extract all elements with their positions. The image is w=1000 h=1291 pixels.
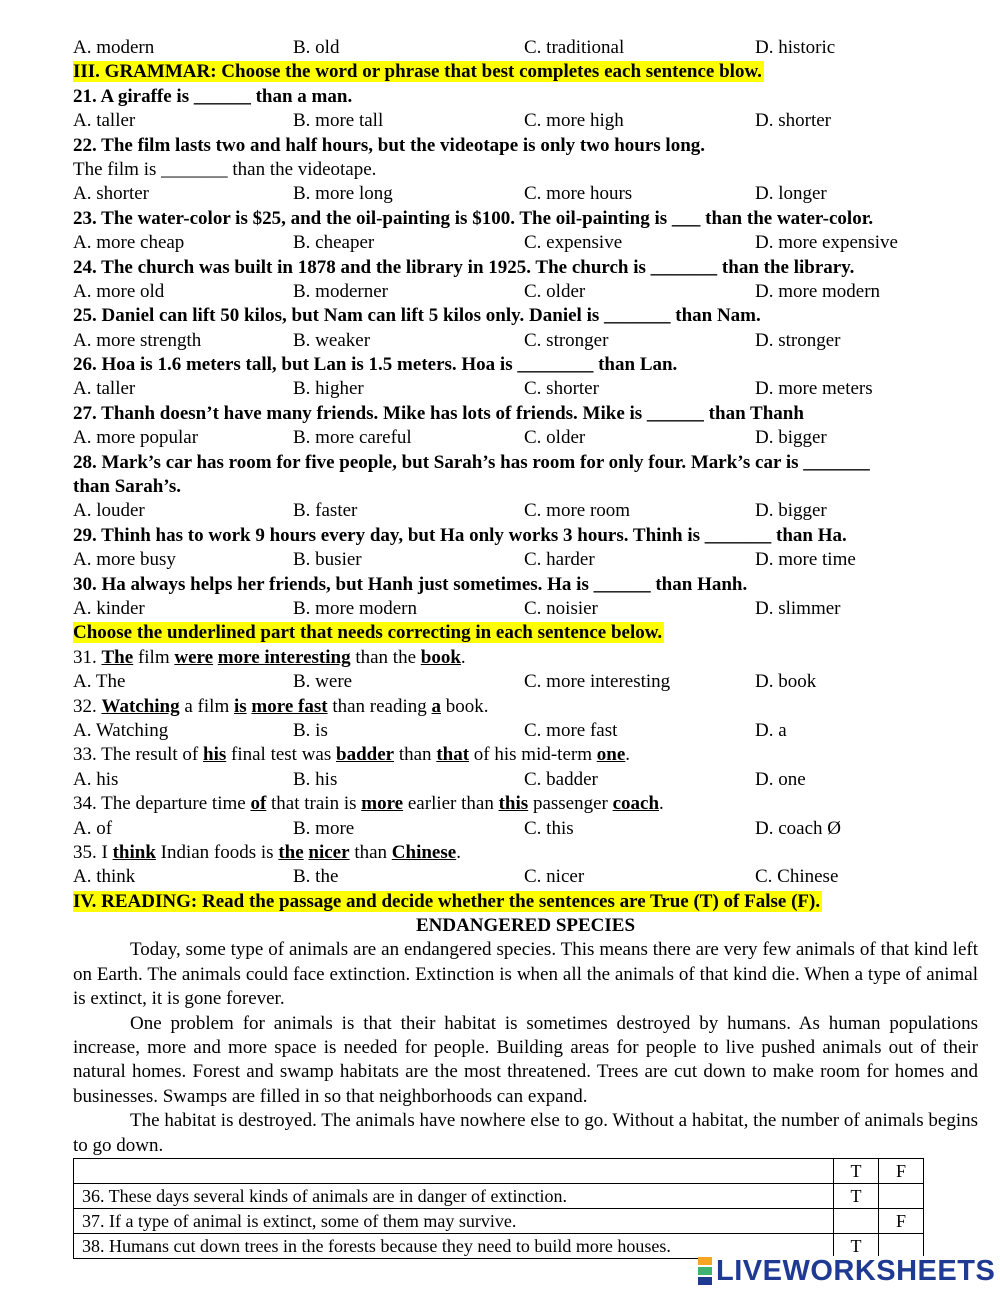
answer-options: [73, 597, 978, 621]
correction-sentence: [73, 792, 978, 816]
option-b[interactable]: B. is: [293, 719, 328, 741]
table-row: [74, 1209, 924, 1234]
answer-options: [73, 109, 978, 133]
passage-title: ENDANGERED SPECIES: [415, 915, 636, 937]
option-a[interactable]: A. louder: [73, 500, 145, 522]
question-text: 26. Hoa is 1.6 meters tall, but Lan is 1.5 meters. Hoa is ________ than Lan.: [73, 354, 678, 376]
sentence-text: passenger: [528, 793, 613, 815]
statement-36: 36. These days several kinds of animals are in danger of extinction.: [74, 1184, 834, 1209]
underlined-part[interactable]: more fast: [251, 695, 328, 717]
option-c[interactable]: C. more hours: [524, 183, 633, 205]
grammar-questions: [73, 85, 978, 622]
true-false-table: [73, 1158, 924, 1259]
option-d[interactable]: D. more meters: [755, 378, 873, 400]
sentence-text: 35. I: [73, 841, 113, 863]
option-b[interactable]: B. were: [293, 671, 353, 693]
option-a[interactable]: A. kinder: [73, 597, 145, 619]
option-b[interactable]: B. the: [293, 866, 339, 888]
statement-38: 38. Humans cut down trees in the forests because they need to build more houses.: [74, 1234, 834, 1259]
option-c[interactable]: C. noisier: [524, 597, 598, 619]
option-d[interactable]: D. more expensive: [755, 232, 898, 254]
option-a[interactable]: A. more cheap: [73, 232, 185, 254]
option-b[interactable]: B. more: [293, 817, 355, 839]
option-d[interactable]: D. bigger: [755, 427, 827, 449]
option-b[interactable]: B. busier: [293, 549, 362, 571]
answer-options: [73, 548, 978, 572]
underlined-part[interactable]: book: [420, 646, 461, 668]
question-text: 22. The film lasts two and half hours, but the videotape is only two hours long.: [73, 134, 706, 156]
option-d[interactable]: D. slimmer: [755, 597, 841, 619]
option-d[interactable]: D. shorter: [755, 110, 831, 132]
paragraph-3: The habitat is destroyed. The animals have nowhere else to go. Without a habitat, the number of animals begins to go down.: [73, 1110, 978, 1156]
worksheet-page: [73, 36, 978, 1259]
sentence-text: final test was: [226, 744, 337, 766]
underlined-part[interactable]: The: [101, 646, 134, 668]
option-a[interactable]: A. of: [73, 817, 113, 839]
sentence-text: earlier than: [403, 793, 499, 815]
sentence-text: of his mid-term: [469, 744, 597, 766]
option-a[interactable]: A. shorter: [73, 183, 149, 205]
statement-37: 37. If a type of animal is extinct, some of them may survive.: [74, 1209, 834, 1234]
question-text: 29. Thinh has to work 9 hours every day, but Ha only works 3 hours. Thinh is _______ than Ha.: [73, 524, 847, 546]
option-c[interactable]: C. this: [524, 817, 574, 839]
table-row: [74, 1184, 924, 1209]
question-text: 30. Ha always helps her friends, but Hanh just sometimes. Ha is ______ than Hanh.: [73, 573, 748, 595]
option-c[interactable]: C. more fast: [524, 719, 618, 741]
option-a[interactable]: A. more old: [73, 280, 165, 302]
underlined-part[interactable]: a: [431, 695, 442, 717]
option-a: A. modern: [73, 37, 155, 58]
table-header-row: [74, 1159, 924, 1184]
sentence-text: 34. The departure time: [73, 793, 251, 815]
header-statement: [74, 1159, 834, 1184]
answer-options: [73, 865, 978, 889]
option-b[interactable]: B. cheaper: [293, 232, 375, 254]
answer-options: [73, 231, 978, 255]
underlined-part[interactable]: think: [112, 841, 156, 863]
correction-sentence: [73, 695, 978, 719]
correction-heading: Choose the underlined part that needs correcting in each sentence below.: [73, 622, 663, 644]
sentence-text: than: [349, 841, 392, 863]
reading-heading: IV. READING: Read the passage and decide whether the sentences are True (T) of False (F).: [73, 890, 821, 912]
option-d[interactable]: D. more modern: [755, 280, 881, 302]
option-d[interactable]: D. stronger: [755, 329, 841, 351]
sentence-text: 33. The result of: [73, 744, 203, 766]
grammar-heading: III. GRAMMAR: Choose the word or phrase that best completes each sentence blow.: [73, 61, 762, 83]
option-c[interactable]: C. expensive: [524, 232, 623, 254]
liveworksheets-logo: [698, 1256, 995, 1286]
option-a[interactable]: A. think: [73, 866, 136, 888]
logo-text: LIVEWORKSHEETS: [716, 1254, 996, 1287]
sentence-text: book.: [441, 695, 489, 717]
option-a[interactable]: A. his: [73, 768, 119, 790]
option-c[interactable]: C. older: [524, 280, 586, 302]
underlined-part[interactable]: that: [436, 744, 470, 766]
question-text: 24. The church was built in 1878 and the library in 1925. The church is _______ than the library.: [73, 256, 855, 278]
option-d[interactable]: D. coach Ø: [755, 817, 841, 839]
option-b: B. old: [293, 37, 340, 58]
answer-options: [73, 670, 978, 694]
underlined-part[interactable]: is: [233, 695, 247, 717]
sentence-text: than reading: [327, 695, 432, 717]
sentence-text: that train is: [266, 793, 362, 815]
answer-options: [73, 817, 978, 841]
sentence-text: Indian foods is: [155, 841, 279, 863]
question-text: 25. Daniel can lift 50 kilos, but Nam can lift 5 kilos only. Daniel is _______ than Nam.: [73, 305, 761, 327]
option-c[interactable]: C. harder: [524, 549, 595, 571]
sentence-text: .: [460, 646, 466, 668]
paragraph-2: One problem for animals is that their habitat is sometimes destroyed by humans. As human populations increase, more and more space is needed for people. Building areas for people to live pushed animals out of their natural homes. Forest and swamp habitats are the most threatened. Trees are cut down to make room for homes and businesses. Swamps are filled in so that neighborhoods can expand.: [73, 1012, 978, 1107]
answer-options: [73, 377, 978, 401]
sentence-text: .: [456, 841, 461, 863]
underlined-part[interactable]: more interesting: [217, 646, 351, 668]
underlined-part[interactable]: his: [203, 744, 227, 766]
option-c[interactable]: C. more room: [524, 500, 631, 522]
sentence-text: than the: [350, 646, 421, 668]
underlined-part[interactable]: Chinese: [391, 841, 457, 863]
option-c[interactable]: C. more high: [524, 110, 624, 132]
option-c: C. traditional: [524, 37, 625, 58]
option-d: D. historic: [755, 37, 836, 58]
question-text: 28. Mark’s car has room for five people, but Sarah’s has room for only four. Mark’s car is _______: [73, 451, 870, 473]
option-b[interactable]: B. more tall: [293, 110, 384, 132]
header-true: T: [834, 1159, 879, 1184]
option-c[interactable]: C. badder: [524, 768, 598, 790]
correction-questions: [73, 646, 978, 890]
sentence-text: 32.: [73, 695, 102, 717]
underlined-part[interactable]: were: [174, 646, 214, 668]
sentence-text: 31.: [73, 646, 102, 668]
correction-sentence: [73, 646, 978, 670]
sentence-text: .: [625, 744, 630, 766]
option-d[interactable]: C. Chinese: [755, 866, 839, 888]
answer-false-36[interactable]: [879, 1184, 924, 1209]
underlined-part[interactable]: nicer: [308, 841, 350, 863]
option-c[interactable]: C. older: [524, 427, 586, 449]
option-c[interactable]: C. more interesting: [524, 671, 671, 693]
q20-options: [73, 36, 978, 60]
option-a[interactable]: A. Watching: [73, 719, 169, 741]
logo-mark-icon: [698, 1256, 712, 1286]
answer-options: [73, 426, 978, 450]
underlined-part[interactable]: coach: [612, 793, 660, 815]
option-d[interactable]: D. more time: [755, 549, 856, 571]
underlined-part[interactable]: this: [498, 793, 529, 815]
option-c[interactable]: C. shorter: [524, 378, 599, 400]
option-b[interactable]: B. more modern: [293, 597, 418, 619]
option-d[interactable]: D. a: [755, 719, 787, 741]
option-c[interactable]: C. stronger: [524, 329, 609, 351]
option-d[interactable]: D. one: [755, 768, 806, 790]
answer-true-36[interactable]: T: [834, 1184, 879, 1209]
answer-options: [73, 280, 978, 304]
underlined-part[interactable]: one: [596, 744, 626, 766]
question-text: 21. A giraffe is ______ than a man.: [73, 85, 353, 107]
question-text: 27. Thanh doesn’t have many friends. Mike has lots of friends. Mike is ______ than Thanh: [73, 402, 804, 424]
answer-options: [73, 768, 978, 792]
underlined-part[interactable]: badder: [336, 744, 395, 766]
underlined-part[interactable]: the: [278, 841, 304, 863]
sentence-text: a film: [179, 695, 234, 717]
option-d[interactable]: D. longer: [755, 183, 827, 205]
option-c[interactable]: C. nicer: [524, 866, 585, 888]
question-text: 23. The water-color is $25, and the oil-painting is $100. The oil-painting is ___ than the water-color.: [73, 207, 874, 229]
underlined-part[interactable]: of: [250, 793, 267, 815]
option-b[interactable]: B. faster: [293, 500, 358, 522]
underlined-part[interactable]: Watching: [101, 695, 180, 717]
option-d[interactable]: D. book: [755, 671, 817, 693]
option-b[interactable]: B. moderner: [293, 280, 388, 302]
option-a[interactable]: A. The: [73, 671, 126, 693]
answer-true-38[interactable]: T: [834, 1234, 879, 1259]
paragraph-1: Today, some type of animals are an endangered species. This means there are very few animals of that kind left on Earth. The animals could face extinction. Extinction is when all the animals of that kind die. When a type of animal is extinct, it is gone forever.: [73, 939, 978, 1010]
question-subtext: The film is _______ than the videotape.: [73, 158, 377, 180]
correction-sentence: [73, 841, 978, 865]
option-b[interactable]: B. more careful: [293, 427, 412, 449]
answer-options: [73, 499, 978, 523]
option-d[interactable]: D. bigger: [755, 500, 827, 522]
answer-options: [73, 329, 978, 353]
option-a[interactable]: A. more strength: [73, 329, 202, 351]
answer-true-37[interactable]: [834, 1209, 879, 1234]
correction-sentence: [73, 743, 978, 767]
sentence-text: film: [133, 646, 175, 668]
option-a[interactable]: A. more popular: [73, 427, 199, 449]
option-a[interactable]: A. taller: [73, 110, 136, 132]
answer-options: [73, 719, 978, 743]
sentence-text: than: [394, 744, 437, 766]
option-a[interactable]: A. more busy: [73, 549, 176, 571]
option-b[interactable]: B. more long: [293, 183, 393, 205]
question-text-continued: than Sarah’s.: [73, 476, 182, 498]
option-b[interactable]: B. weaker: [293, 329, 371, 351]
option-a[interactable]: A. taller: [73, 378, 136, 400]
answer-options: [73, 182, 978, 206]
option-b[interactable]: B. his: [293, 768, 338, 790]
header-false: F: [879, 1159, 924, 1184]
option-b[interactable]: B. higher: [293, 378, 364, 400]
sentence-text: .: [659, 793, 664, 815]
underlined-part[interactable]: more: [361, 793, 404, 815]
answer-false-37[interactable]: F: [879, 1209, 924, 1234]
